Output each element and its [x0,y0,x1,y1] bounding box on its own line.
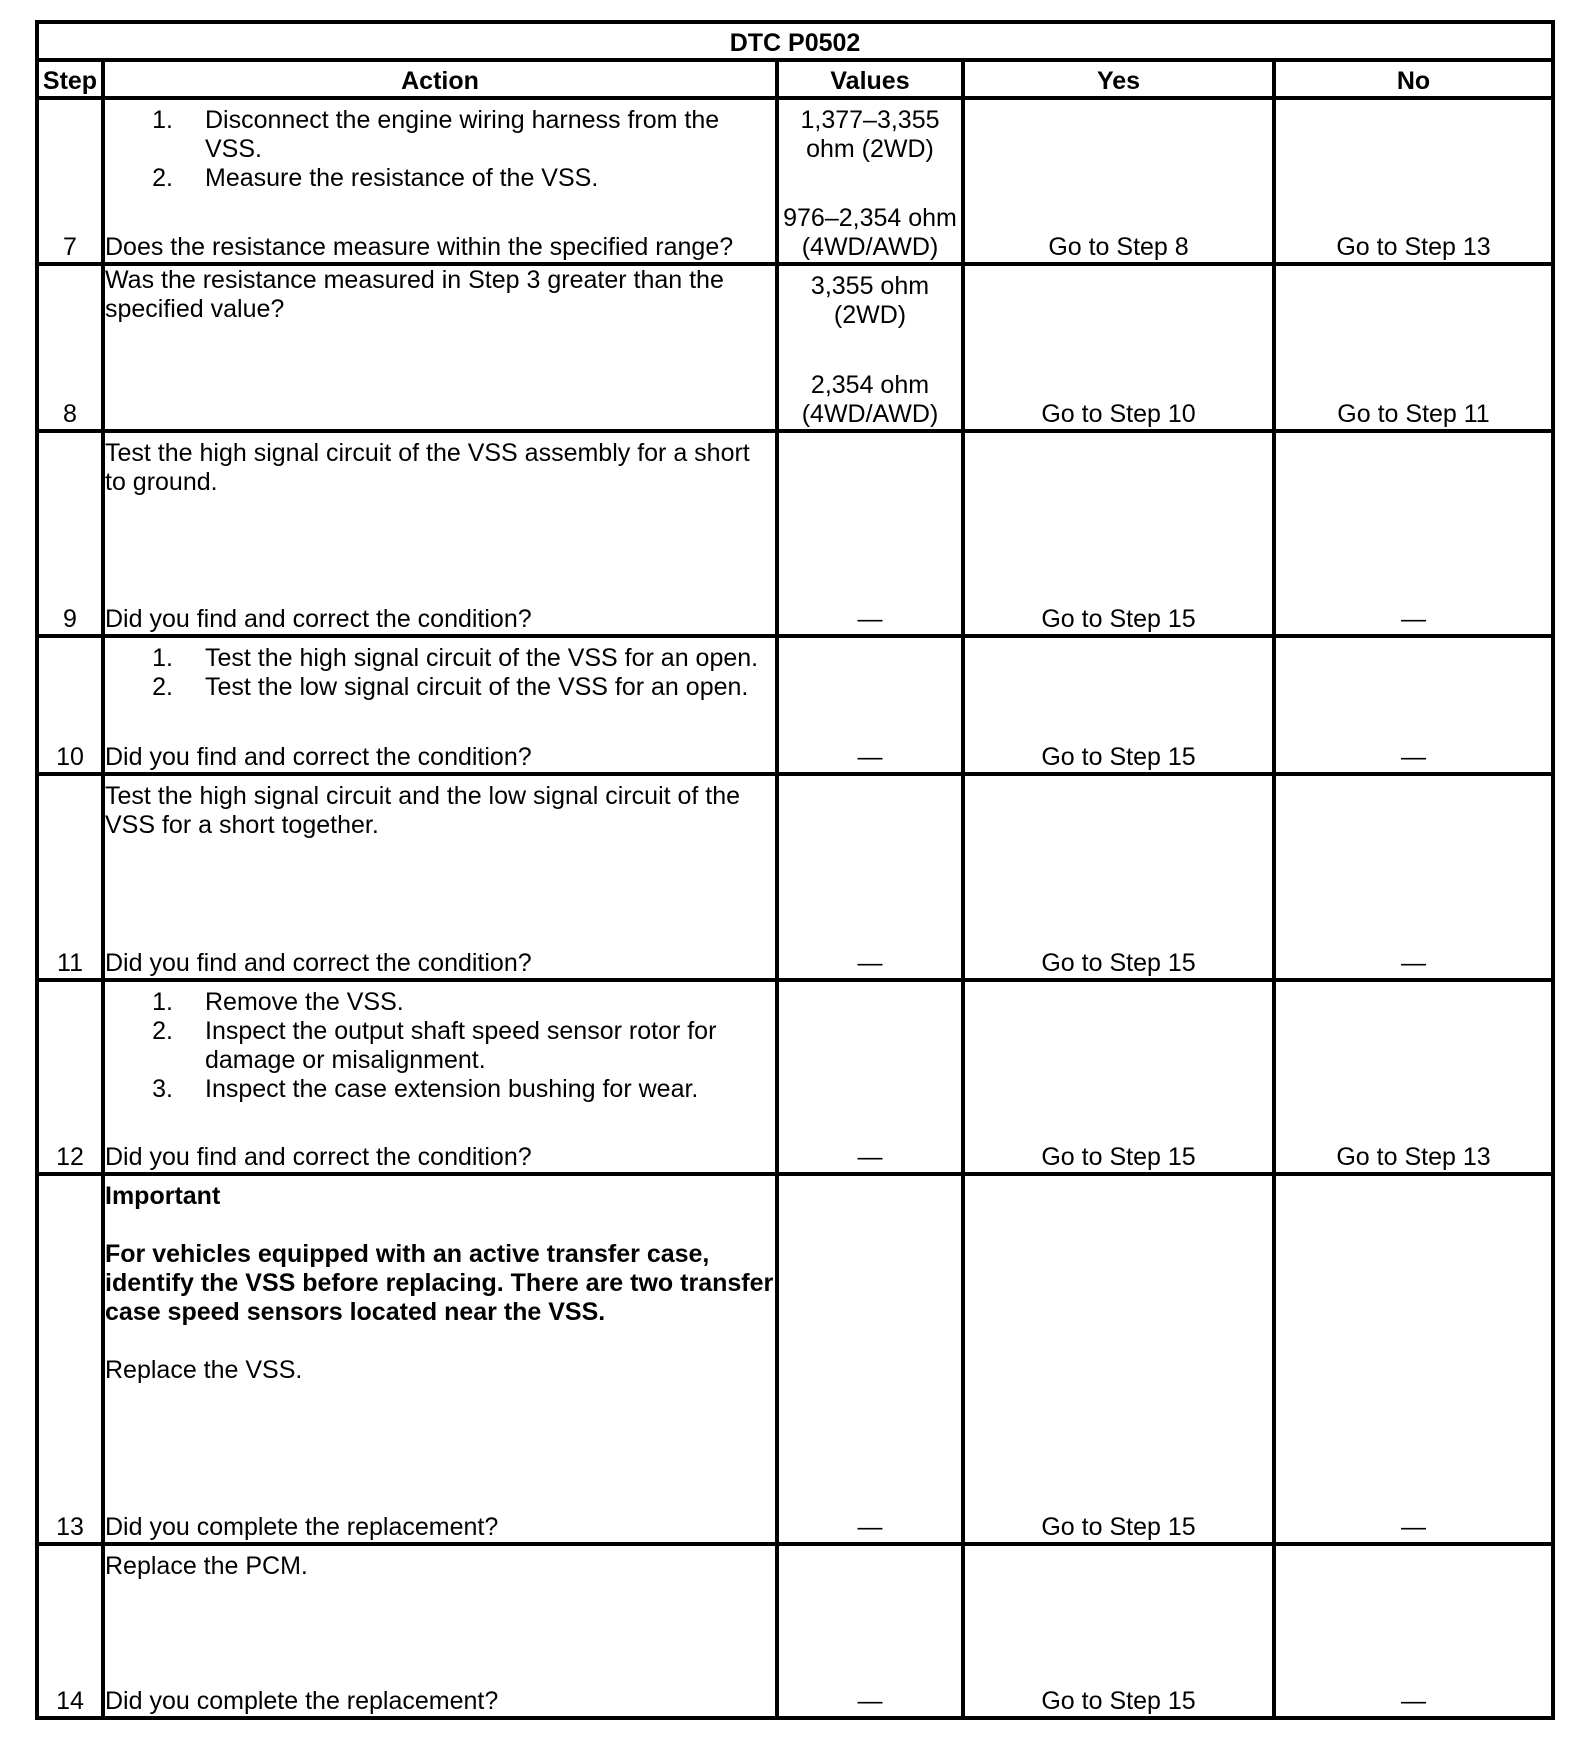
table-row-step-7 [37,98,1553,264]
action-cell [103,98,777,264]
yes-cell: Go to Step 15 [963,1544,1274,1718]
table-row-step-11 [37,774,1553,980]
action-question: Did you find and correct the condition? [105,949,532,977]
step-number: 14 [37,1544,103,1718]
list-item: 2. Test the low signal circuit of the VSS for an open. [152,673,749,701]
value-4wd: 2,354 ohm (4WD/AWD) [801,371,939,428]
table-row-step-13 [37,1174,1553,1544]
action-cell [103,1174,777,1544]
header-values: Values [777,60,963,98]
step-number: 13 [37,1174,103,1544]
header-row [37,60,1553,98]
value-cell: — [777,431,963,636]
yes-cell: Go to Step 10 [963,264,1274,431]
action-list [105,644,775,702]
action-cell [103,636,777,774]
action-question: Did you find and correct the condition? [105,1143,532,1171]
list-item: 1. Disconnect the engine wiring harness from the VSS. [152,106,720,163]
action-list [105,106,775,193]
dtc-table [35,20,1555,1720]
step-number: 10 [37,636,103,774]
title-row [37,22,1553,60]
list-item: 2. Measure the resistance of the VSS. [152,164,599,192]
table-row-step-14 [37,1544,1553,1718]
value-cell: — [777,980,963,1174]
action-question: Did you complete the replacement? [105,1687,499,1715]
value-cell: — [777,636,963,774]
value-cell: — [777,774,963,980]
action-text: Was the resistance measured in Step 3 greater than the specified value? [105,266,724,323]
yes-cell: Go to Step 15 [963,636,1274,774]
action-text: Test the high signal circuit of the VSS assembly for a short to ground. [105,439,750,496]
header-yes: Yes [963,60,1274,98]
header-step: Step [37,60,103,98]
table-row-step-9 [37,431,1553,636]
value-cell [777,264,963,431]
yes-cell: Go to Step 15 [963,980,1274,1174]
header-no: No [1274,60,1553,98]
step-number: 11 [37,774,103,980]
table-title: DTC P0502 [37,22,1553,60]
step-number: 9 [37,431,103,636]
header-action: Action [103,60,777,98]
table-row-step-10 [37,636,1553,774]
action-cell [103,774,777,980]
value-4wd: 976–2,354 ohm (4WD/AWD) [783,204,957,261]
no-cell: — [1274,1544,1553,1718]
action-cell [103,980,777,1174]
table-row-step-12 [37,980,1553,1174]
yes-cell: Go to Step 15 [963,1174,1274,1544]
value-2wd: 1,377–3,355 ohm (2WD) [800,106,940,163]
no-cell: — [1274,431,1553,636]
value-2wd: 3,355 ohm (2WD) [810,272,930,329]
value-cell [777,98,963,264]
no-cell: Go to Step 13 [1274,98,1553,264]
action-top [105,1182,775,1385]
action-cell [103,264,777,431]
action-text: Test the high signal circuit and the low signal circuit of the VSS for a short together. [105,782,741,839]
step-number: 8 [37,264,103,431]
yes-cell: Go to Step 8 [963,98,1274,264]
action-question: Does the resistance measure within the specified range? [105,233,734,261]
action-cell [103,1544,777,1718]
action-text: Replace the VSS. [105,1356,303,1384]
no-cell: — [1274,1174,1553,1544]
step-number: 7 [37,98,103,264]
action-list [105,988,775,1104]
list-item: 1. Remove the VSS. [152,988,404,1016]
no-cell: Go to Step 11 [1274,264,1553,431]
yes-cell: Go to Step 15 [963,774,1274,980]
step-number: 12 [37,980,103,1174]
table-row-step-8 [37,264,1553,431]
no-cell: — [1274,636,1553,774]
action-text: Replace the PCM. [105,1552,308,1580]
important-note: For vehicles equipped with an active transfer case, identify the VSS before replacing. There are two transfer case speed sensors located near the VSS. [105,1240,774,1326]
no-cell: Go to Step 13 [1274,980,1553,1174]
important-title: Important [105,1182,221,1210]
action-question: Did you complete the replacement? [105,1513,499,1541]
action-cell [103,431,777,636]
value-cell: — [777,1544,963,1718]
action-question: Did you find and correct the condition? [105,743,532,771]
list-item: 2. Inspect the output shaft speed sensor rotor for damage or misalignment. [152,1017,717,1074]
value-cell: — [777,1174,963,1544]
yes-cell: Go to Step 15 [963,431,1274,636]
no-cell: — [1274,774,1553,980]
list-item: 1. Test the high signal circuit of the VSS for an open. [152,644,759,672]
list-item: 3. Inspect the case extension bushing for wear. [152,1075,699,1103]
action-question: Did you find and correct the condition? [105,605,532,633]
